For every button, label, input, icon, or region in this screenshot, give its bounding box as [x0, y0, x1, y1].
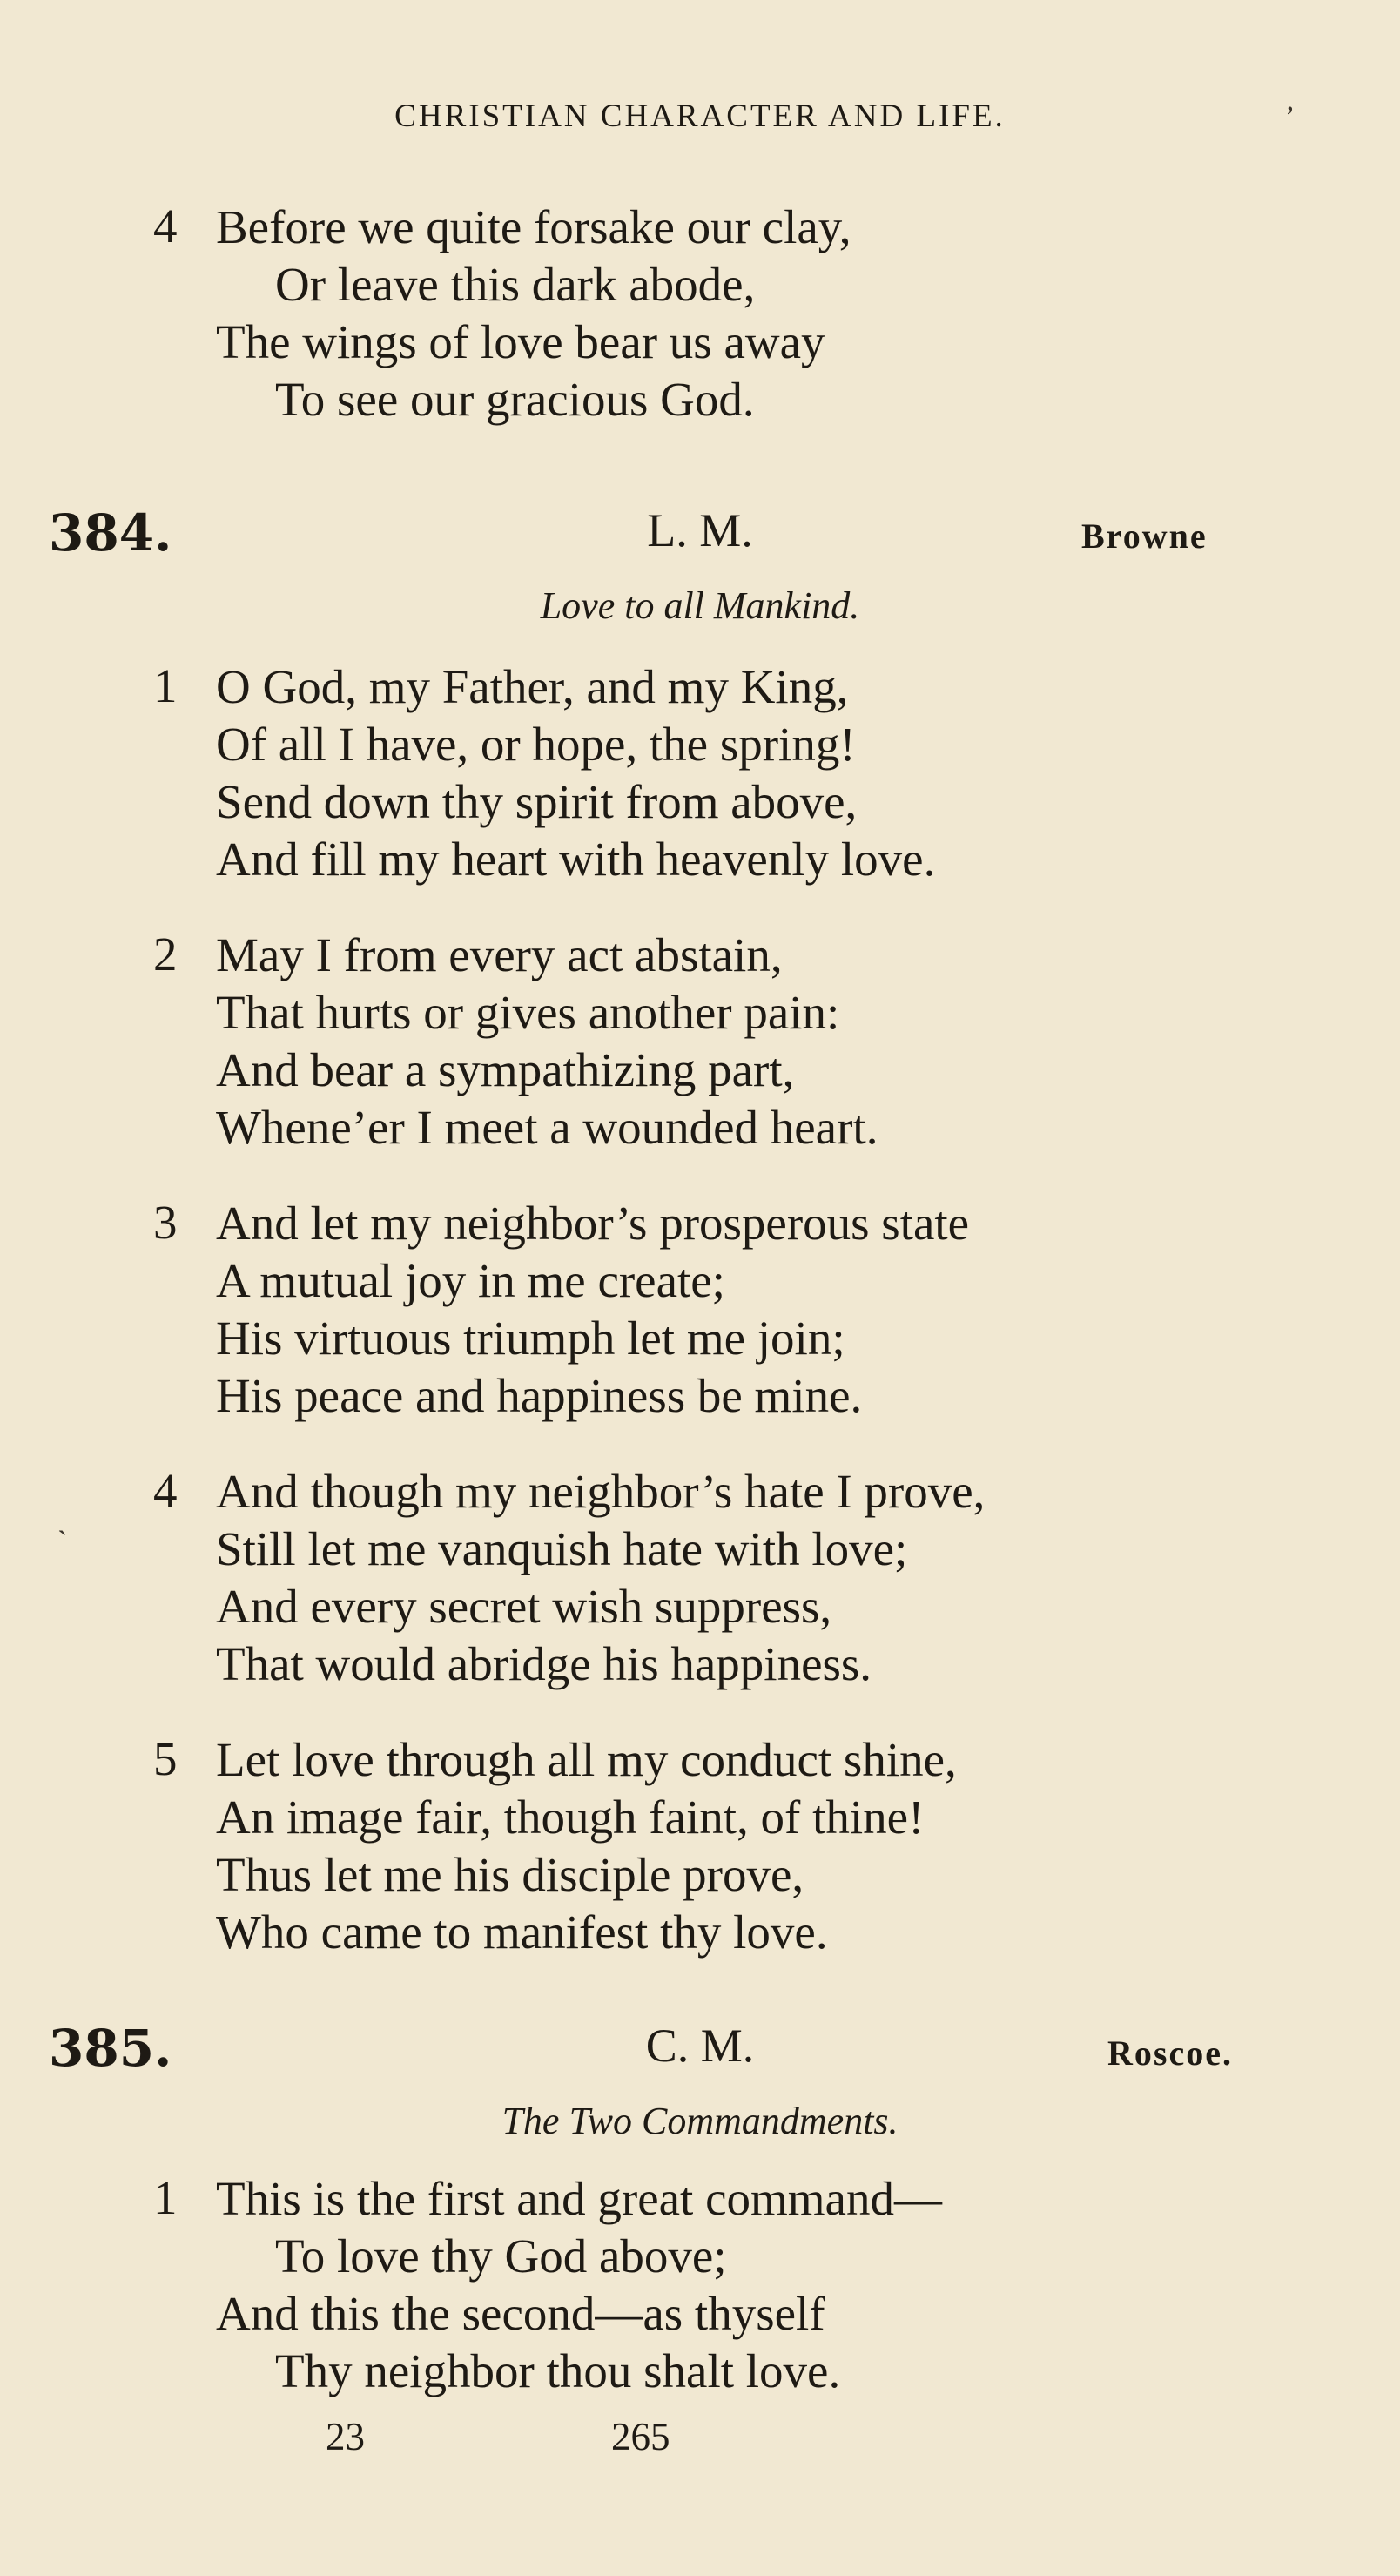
verse-line: Let love through all my conduct shine, [216, 1733, 957, 1786]
hymn-number: 384. [49, 503, 172, 563]
verse-line: This is the first and great command— [216, 2172, 942, 2225]
stanza-number: 4 [153, 199, 178, 253]
verse-line: And though my neighbor’s hate I prove, [216, 1465, 986, 1518]
signature-mark: 23 [326, 2415, 365, 2458]
print-mark: ˋ [57, 1526, 68, 1558]
hymn-author: Browne [1081, 516, 1208, 556]
verse-line: Whene’er I meet a wounded heart. [216, 1101, 878, 1154]
verse-line: A mutual joy in me create; [216, 1254, 725, 1307]
running-header: CHRISTIAN CHARACTER AND LIFE. [394, 98, 1006, 134]
verse-line: Send down thy spirit from above, [216, 775, 858, 828]
verse-line: And fill my heart with heavenly love. [216, 833, 936, 886]
hymn-title: Love to all Mankind. [540, 584, 860, 627]
hymn-author: Roscoe. [1107, 2033, 1233, 2073]
verse-line: The wings of love bear us away [216, 315, 825, 368]
verse-line: Thus let me his disciple prove, [216, 1848, 804, 1901]
verse-line: O God, my Father, and my King, [216, 660, 849, 713]
hymn-title: The Two Commandments. [501, 2100, 899, 2142]
verse-line: Thy neighbor thou shalt love. [275, 2344, 841, 2397]
verse-line: And let my neighbor’s prosperous state [216, 1197, 970, 1250]
hymn-meter: L. M. [647, 504, 753, 556]
verse-line: That would abridge his happiness. [216, 1637, 872, 1690]
stanza-number: 3 [153, 1196, 178, 1249]
verse-line: Still let me vanquish hate with love; [216, 1522, 908, 1575]
page-number: 265 [611, 2415, 670, 2458]
verse-line: To see our gracious God. [275, 373, 755, 426]
stanza-number: 1 [153, 2171, 178, 2224]
stanza-number: 2 [153, 927, 178, 981]
verse-line: Of all I have, or hope, the spring! [216, 718, 856, 771]
stanza-number: 1 [153, 659, 178, 712]
hymn-meter: C. M. [645, 2020, 755, 2072]
verse-line: His peace and happiness be mine. [216, 1369, 863, 1422]
verse-line: An image fair, though faint, of thine! [216, 1790, 925, 1844]
verse-line: Before we quite forsake our clay, [216, 200, 851, 253]
stanza-number: 4 [153, 1464, 178, 1517]
print-mark: ʼ [1285, 101, 1296, 133]
stanza-number: 5 [153, 1732, 178, 1785]
verse-line: May I from every act abstain, [216, 928, 783, 981]
verse-line: To love thy God above; [275, 2229, 727, 2283]
hymn-number: 385. [49, 2019, 172, 2078]
verse-line: Or leave this dark abode, [275, 258, 756, 311]
verse-line: His virtuous triumph let me join; [216, 1312, 845, 1365]
verse-line: And every secret wish suppress, [216, 1580, 832, 1633]
verse-line: Who came to manifest thy love. [216, 1905, 828, 1959]
verse-line: And bear a sympathizing part, [216, 1043, 795, 1096]
verse-line: And this the second—as thyself [216, 2287, 825, 2340]
verse-line: That hurts or gives another pain: [216, 986, 840, 1039]
